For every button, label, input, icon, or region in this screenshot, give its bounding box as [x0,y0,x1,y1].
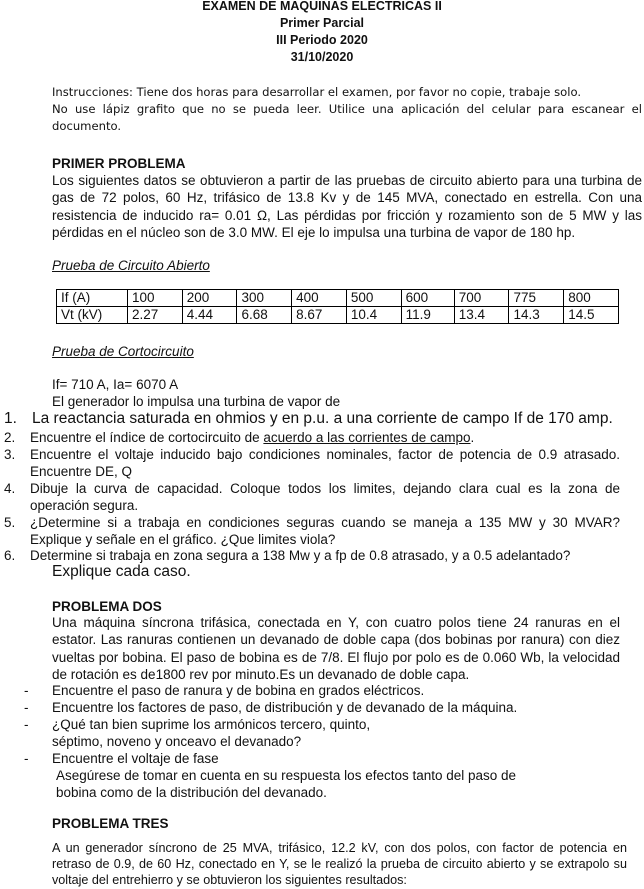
item-text: ¿Qué tan bien suprime los armónicos tercero, quinto, séptimo, noveno y onceavo el devanado? [52,717,371,749]
question-1 [4,410,644,428]
table-cell: 14.3 [509,307,564,324]
item-text: Encuentre el voltaje de fase [52,751,219,766]
question-text: ¿Determine si a trabaja en condiciones seguras cuando se maneja a 135 MW y 30 MVAR? Explique y señale en el gráfico. ¿Que limites viola? [30,515,620,547]
open-circuit-heading: Prueba de Circuito Abierto [52,258,210,273]
problem-2-item-3 [0,716,644,750]
table-cell: 300 [237,290,292,307]
bullet-dash: - [24,751,29,766]
instructions-line-2: No use lápiz grafito que no se pueda leer. Utilice una aplicación del celular para escanear el documento. [52,102,642,133]
instructions-line-1: Instrucciones: Tiene dos horas para desarrollar el examen, por favor no copie, trabaje solo. [52,85,582,99]
generator-line: El generador lo impulsa una turbina de vapor de [52,394,341,409]
problem-2-title: PROBLEMA DOS [52,599,162,614]
table-cell: 200 [182,290,237,307]
table-cell: 800 [564,290,619,307]
exam-title: EXAMEN DE MAQUINAS ELECTRICAS II [202,0,442,13]
explain-each-case: Explique cada caso. [52,563,191,580]
question-4 [4,480,644,514]
problem-1-title: PRIMER PROBLEMA [52,156,186,171]
question-number: 5. [4,515,16,530]
problem-1-text: Los siguientes datos se obtuvieron a partir de las pruebas de circuito abierto para una turbina de gas de 72 polos, 60 Hz, trifásico de 13.8 Kv y de 145 MVA, conectado en estrella. Con una resistencia de inducido ra= 0.01 Ω, Las pérdidas por fricción y rozamiento son de 5 MW y las pérdidas en el núcleo son de 3.0 MW. El eje lo impulsa una turbina de vapor de 180 hp. [52,173,642,240]
exam-date: 31/10/2020 [290,50,354,64]
question-text: Determine si trabaja en zona segura a 138 Mw y a fp de 0.8 atrasado, y a 0.5 adelantado? [30,548,571,563]
question-2 [4,429,644,446]
table-cell: 6.68 [237,307,292,324]
exam-period: III Periodo 2020 [276,33,368,47]
table-cell: 775 [509,290,564,307]
table-row [57,290,619,307]
table-cell: If (A) [57,290,128,307]
short-circuit-heading: Prueba de Cortocircuito [52,344,194,359]
open-circuit-table [56,289,619,324]
table-cell: 700 [454,290,509,307]
question-text: Encuentre el voltaje inducido bajo condiciones nominales, factor de potencia de 0.9 atrasado. Encuentre DE, Q [30,447,620,479]
question-number: 3. [4,447,16,462]
table-cell: 600 [401,290,454,307]
table-cell: 14.5 [564,307,619,324]
table-cell: 2.27 [128,307,183,324]
question-number: 1. [4,410,17,427]
table-cell: 400 [292,290,347,307]
table-row [57,307,619,324]
instructions [52,84,642,135]
problem-2-item-1 [0,682,644,699]
problem-2-item-4 [0,750,644,767]
question-5 [4,514,644,548]
table-cell: 100 [128,290,183,307]
question-text [30,429,620,446]
question-text: La reactancia saturada en ohmios y en p.u. a una corriente de campo If de 170 amp. [32,410,613,427]
problem-3-title: PROBLEMA TRES [52,816,169,831]
question-number: 4. [4,481,16,496]
table-cell: 500 [346,290,401,307]
bullet-dash: - [24,717,29,732]
short-circuit-values: If= 710 A, Ia= 6070 A [52,377,179,392]
problem-2-item-2 [0,699,644,716]
question-6 [4,547,644,564]
problem-3-text: A un generador síncrono de 25 MVA, trifásico, 12.2 kV, con dos polos, con factor de potencia en retraso de 0.9, de 60 Hz, conectado en Y, se le realizó la prueba de circuito abierto y se extrapolo su voltaje del entrehierro y se obtuvieron los siguientes resultados: [52,841,627,887]
question-text-end: . [470,430,475,445]
table-cell: 4.44 [182,307,237,324]
bullet-dash: - [24,683,29,698]
item-text: Encuentre los factores de paso, de distribución y de devanado de la máquina. [52,700,518,715]
item-text: Encuentre el paso de ranura y de bobina en grados eléctricos. [52,683,425,698]
table-cell: 10.4 [346,307,401,324]
table-cell: Vt (kV) [57,307,128,324]
exam-subtitle: Primer Parcial [279,16,365,30]
bullet-dash: - [24,700,29,715]
problem-2-note: Asegúrese de tomar en cuenta en su respuesta los efectos tanto del paso de bobina como de la distribución del devanado. [56,768,517,801]
table-cell: 8.67 [292,307,347,324]
question-number: 2. [4,430,16,445]
question-3 [4,446,644,480]
question-text-underlined: acuerdo a las corrientes de campo [263,430,471,445]
table-cell: 11.9 [401,307,454,324]
problem-2-text: Una máquina síncrona trifásica, conectada en Y, con cuatro polos tiene 24 ranuras en el estator. Las ranuras contienen un devanado de doble capa (dos bobinas por ranura) con diez vueltas por bobina. El paso de bobina es de 7/8. El flujo por polo es de 0.060 Wb, la velocidad de rotación es de1800 rev por minuto.Es un devanado de doble capa. [52,615,620,682]
table-cell: 13.4 [454,307,509,324]
question-text-part: Encuentre el índice de cortocircuito de [30,430,264,445]
question-number: 6. [4,548,16,563]
question-text: Dibuje la curva de capacidad. Coloque todos los limites, dejando clara cual es la zona de operación segura. [30,481,620,513]
